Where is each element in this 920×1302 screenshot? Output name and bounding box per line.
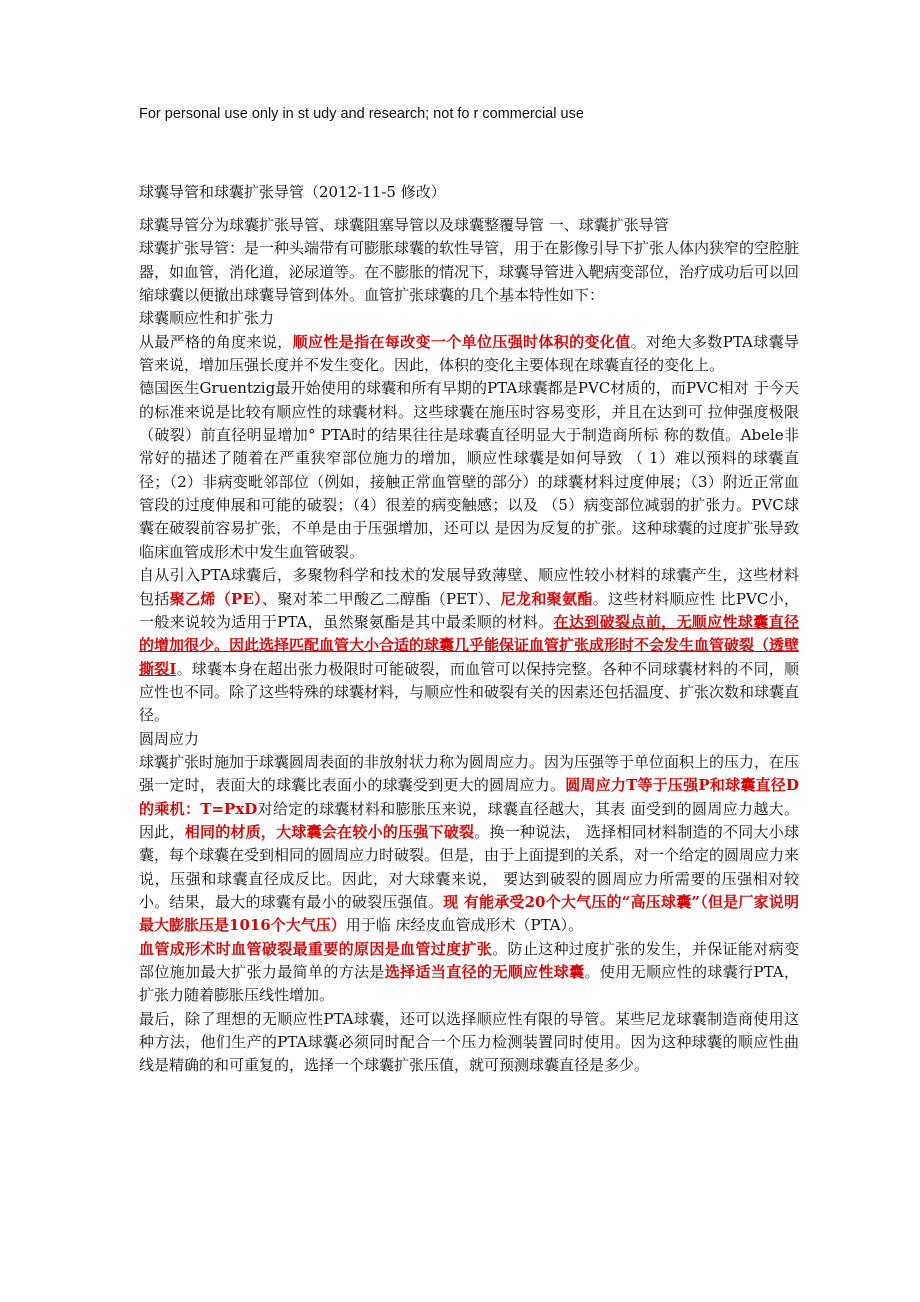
- paragraph: [139, 307, 799, 330]
- paragraph-text: 。这些材料顺应性 比PVC小，一般来说较为适用于PTA，虽然聚氨酯是其中最柔顺的材料。: [139, 589, 799, 631]
- paragraph-text: 球囊顺应性和扩张力: [139, 309, 275, 328]
- paragraph-text: 。使用无顺应性的球囊行PTA，扩张力随着膨胀压线性增加。: [139, 963, 799, 1005]
- paragraph: [139, 237, 799, 307]
- paragraph-text: 。对绝大多数PTA球囊导管来说，增加压强长度并不发生变化。因此，体积的变化主要体现在球囊直径的变化上。: [139, 332, 799, 375]
- paragraph-text: 自从引入PTA球囊后，多聚物科学和技术的发展导致薄壁、顺应性较小材料的球囊产生，这些材料包括: [139, 566, 799, 608]
- emphasis-text: 现 有能承受20个大气压的“高压球囊”（但是厂家说明最大膨胀压是1016个大气压）: [139, 892, 799, 935]
- document-body: [139, 214, 799, 1078]
- paragraph-text: 对给定的球囊材料和膨胀压来说，球囊直径越大，其表 面受到的圆周应力越大。因此，: [139, 799, 799, 841]
- paragraph: [139, 1008, 799, 1078]
- emphasis-text: 选择适当直径的无顺应性球囊: [384, 963, 585, 981]
- emphasis-text: 在达到破裂点前，无顺应性球囊直径的增加很少。因此选择匹配血管大小合适的球囊几乎能保证血管扩张成形时不会发生血管破裂（透壁撕裂I: [139, 612, 800, 678]
- emphasis-text: 圆周应力T等于压强P和球囊直径D的乘机：T=PxD: [139, 776, 799, 818]
- paragraph-text: 球囊导管分为球囊扩张导管、球囊阻塞导管以及球囊整覆导管 一、球囊扩张导管: [139, 216, 669, 234]
- emphasis-text: 顺应性是指在每改变一个单位压强时体积的变化值: [292, 332, 631, 351]
- paragraph: [139, 938, 799, 1008]
- emphasis-text: 聚乙烯（PE）: [169, 589, 262, 608]
- paragraph-text: 从最严格的角度来说，: [139, 332, 293, 351]
- paragraph-text: 。球囊本身在超出张力极限时可能破裂，而血管可以保持完整。各种不同球囊材料的不同，顺应性也不同。除了这些特殊的球囊材料，与顺应性和破裂有关的因素还包括温度、扩张次数和球囊直径。: [139, 659, 800, 725]
- paragraph-text: 最后，除了理想的无顺应性PTA球囊，还可以选择顺应性有限的导管。某些尼龙球囊制造商使用这种方法，他们生产的PTA球囊必须同时配合一个压力检测装置同时使用。因为这种球囊的顺应性曲线是精确的和可重复的，选择一个球囊扩张压值，就可预测球囊直径是多少。: [139, 1009, 799, 1075]
- paragraph-text: 。换一种说法， 选择相同材料制造的不同大小球囊，每个球囊在受到相同的圆周应力时破裂。但是，由于上面提到的关系，对一个给定的圆周应力来说，压强和球囊直径成反比。因此，对大球囊来说， 要达到破裂的圆周应力所需要的压强相对较小。结果，最大的球囊有最小的破裂压强值。: [139, 822, 800, 911]
- paragraph: [139, 214, 799, 237]
- emphasis-text: 相同的材质，大球囊会在较小的压强下破裂: [184, 822, 475, 841]
- paragraph-text: 。防止这种过度扩张的发生，并保证能对病变部位施加最大扩张力最简单的方法是: [139, 939, 799, 981]
- emphasis-text: 尼龙和聚氨酯: [500, 589, 593, 608]
- document-title: 球囊导管和球囊扩张导管（2012-11-5 修改）: [139, 183, 446, 201]
- emphasis-text: 血管成形术时血管破裂最重要的原因是血管过度扩张: [139, 939, 493, 958]
- paragraph-text: 球囊扩张时施加于球囊圆周表面的非放射状力称为圆周应力。因为压强等于单位面积上的压力，在压强一定时，表面大的球囊比表面小的球囊受到更大的圆周应力。: [139, 752, 800, 795]
- paragraph: [139, 564, 799, 727]
- paragraph: [139, 728, 799, 751]
- paragraph: [139, 751, 799, 938]
- paragraph-text: 圆周应力: [139, 729, 200, 748]
- usage-notice: For personal use only in st udy and research; not fo r commercial use: [139, 106, 584, 122]
- paragraph: [139, 377, 799, 564]
- paragraph: [139, 331, 799, 378]
- paragraph-text: 德国医生Gruentzig最开始使用的球囊和所有早期的PTA球囊都是PVC材质的，而PVC相对 于今天的标准来说是比较有顺应性的球囊材料。这些球囊在施压时容易变形，并且在达到可 拉伸强度极限（破裂）前直径明显增加° PTA时的结果往往是球囊直径明显大于制造商所标 称的数值。Abele非常好的描述了随着在严重狭窄部位施力的增加，顺应性球囊是如何导致 （ 1）难以预料的球囊直径；（2）非病变毗邻部位（例如，接触正常血管壁的部分）的球囊材料过度伸展；（3）附近正常血管段的过度伸展和可能的破裂；（4）很差的病变触感；以及 （5）病变部位减弱的扩张力。PVC球囊在破裂前容易扩张，不单是由于压强增加，还可以 是因为反复的扩张。这种球囊的过度扩张导致临床血管成形术中发生血管破裂。: [139, 379, 799, 561]
- paragraph-text: 球囊扩张导管：是一种头端带有可膨胀球囊的软性导管，用于在影像引导下扩张人体内狭窄的空腔脏器，如血管，消化道，泌尿道等。在不膨胀的情况下，球囊导管进入靶病变部位，治疗成功后可以回缩球囊以便撤出球囊导管到体外。血管扩张球囊的几个基本特性如下：: [139, 239, 800, 305]
- paragraph-text: 用于临 床经皮血管成形术（PTA）。: [345, 916, 584, 935]
- paragraph-text: 、聚对苯二甲酸乙二醇酯（PET）、: [261, 589, 501, 608]
